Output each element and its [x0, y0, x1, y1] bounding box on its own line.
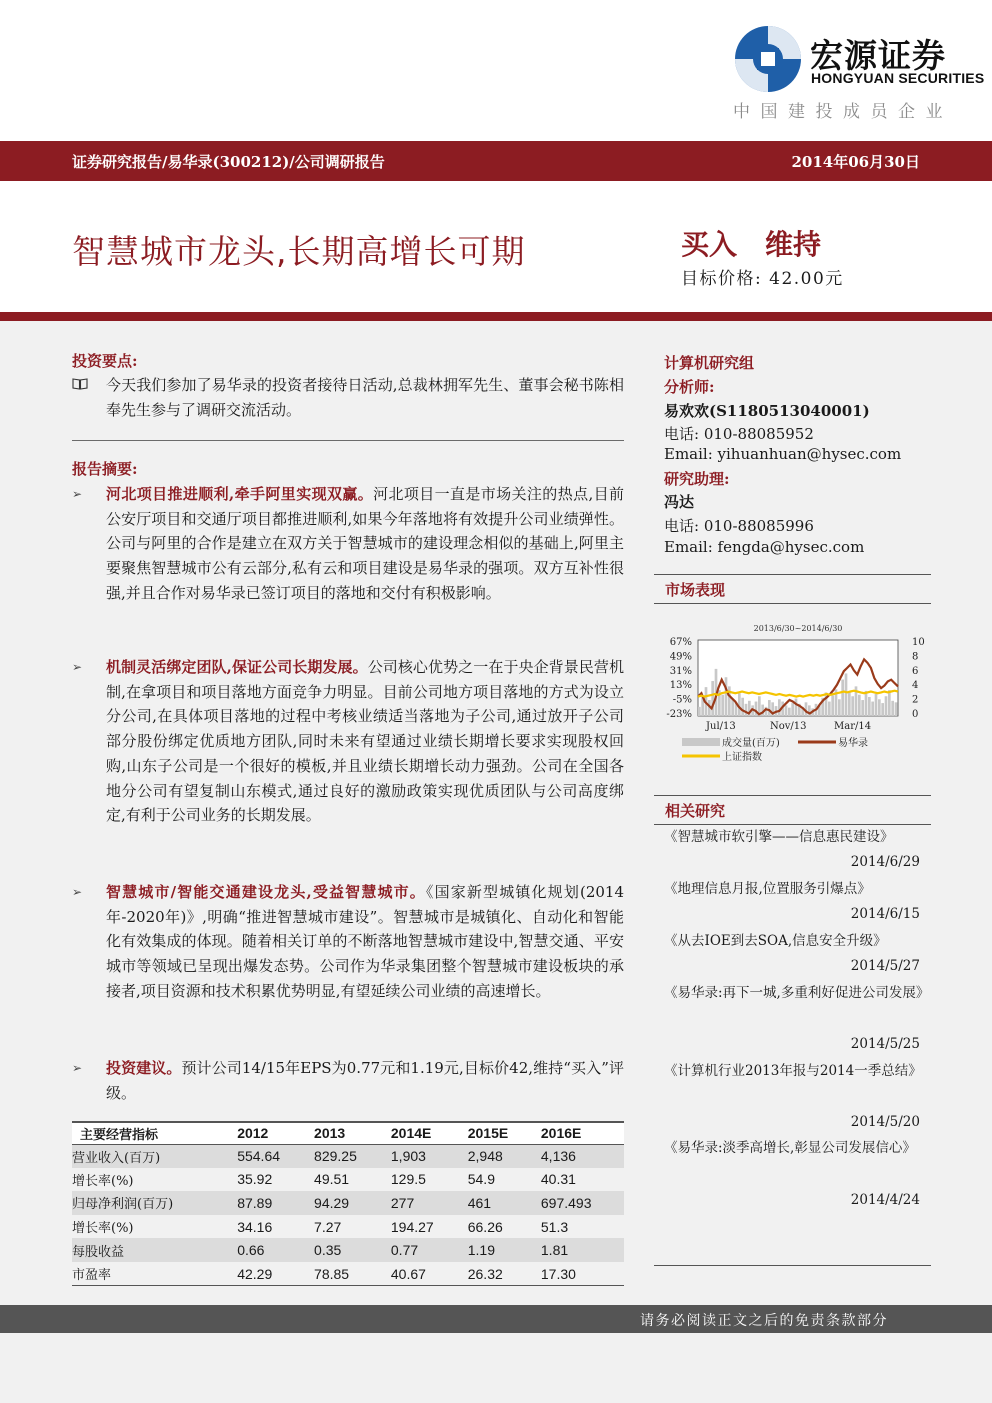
- x-tick-label: Mar/14: [834, 721, 872, 732]
- volume-bar: [785, 705, 788, 716]
- book-icon: [72, 377, 88, 390]
- y-left-tick-label: -23%: [666, 709, 692, 720]
- table-header-cell: 2014E: [385, 1122, 462, 1144]
- related-report-date: 2014/6/15: [850, 906, 920, 922]
- volume-bar: [788, 708, 791, 716]
- volume-bar: [725, 677, 728, 716]
- summary-item-lead: 河北项目推进顺利,牵手阿里实现双赢。: [106, 485, 374, 503]
- footer-disclaimer: 请务必阅读正文之后的免责条款部分: [640, 1313, 888, 1329]
- volume-bar: [871, 702, 874, 716]
- analyst-name: 易欢欢(S1180513040001): [664, 402, 870, 420]
- volume-bar: [891, 701, 894, 716]
- volume-bar: [721, 695, 724, 716]
- table-cell: 78.85: [308, 1262, 385, 1286]
- report-date: 2014年06月30日: [791, 153, 920, 171]
- sidebar-bottom-rule: [654, 1265, 931, 1266]
- table-cell: 277: [385, 1191, 462, 1215]
- target-price: 目标价格: 42.00元: [681, 269, 844, 289]
- volume-bar: [831, 695, 834, 716]
- volume-bar: [851, 696, 854, 716]
- table-cell: 7.27: [314, 1218, 342, 1235]
- summary-item: [106, 1056, 624, 1105]
- analyst-phone: 电话: 010-88085952: [664, 425, 814, 443]
- volume-bar: [868, 697, 871, 716]
- table-row: [72, 1262, 624, 1286]
- table-cell: 35.92: [237, 1171, 273, 1188]
- legend-swatch: [682, 738, 720, 746]
- table-cell: 17.30: [535, 1262, 624, 1286]
- table-cell: 94.29: [308, 1191, 385, 1215]
- volume-bar: [888, 690, 891, 716]
- table-cell: 194.27: [390, 1218, 434, 1235]
- volume-bar: [845, 673, 848, 716]
- related-report-title[interactable]: 《从去IOE到去SOA,信息安全升级》: [664, 933, 887, 949]
- market-chart: [654, 618, 931, 788]
- market-chart-svg: [654, 618, 931, 788]
- table-cell: 营业收入(百万): [72, 1144, 231, 1168]
- volume-bar: [838, 699, 841, 716]
- assistant-email[interactable]: Email: fengda@hysec.com: [664, 538, 865, 556]
- volume-bar: [768, 700, 771, 716]
- volume-bar: [841, 680, 844, 716]
- summary-item-body: 河北项目一直是市场关注的热点,目前公安厅项目和交通厅项目都推进顺利,如果今年落地将有效提升公司业绩弹性。公司与阿里的合作是建立在双方关于智慧城市的建设理念相似的基础上,阿里主要聚焦智慧城市公有云部分,私有云和项目建设是易华录的强项。双方互补性很强,并且合作对易华录已签订项目的落地和交付有积极影响。: [106, 485, 624, 602]
- related-research-title: 相关研究: [654, 795, 931, 825]
- volume-bar: [861, 700, 864, 716]
- summary-item-body: 预计公司14/15年EPS为0.77元和1.19元,目标价42,维持“买入”评级。: [106, 1059, 624, 1102]
- volume-bar: [885, 696, 888, 716]
- rating-value: 买入: [681, 228, 738, 261]
- related-report-title[interactable]: 《易华录:再下一城,多重利好促进公司发展》: [664, 985, 930, 1001]
- table-cell: 66.26: [467, 1218, 503, 1235]
- bullet-arrow-icon: ➢: [72, 660, 83, 674]
- table-cell: 829.25: [308, 1144, 385, 1168]
- table-cell: 1.19: [462, 1238, 535, 1262]
- table-cell: 市盈率: [72, 1262, 231, 1286]
- invest-points-heading: 投资要点:: [72, 352, 138, 370]
- table-header-cell: 2015E: [462, 1122, 535, 1144]
- table-cell: 54.9: [467, 1171, 495, 1188]
- y-left-tick-label: 31%: [669, 665, 692, 677]
- table-cell: 0.35: [308, 1238, 385, 1262]
- table-cell: 0.77: [385, 1238, 462, 1262]
- table-cell: 增长率(%): [72, 1221, 134, 1237]
- y-left-tick-label: 49%: [669, 651, 692, 663]
- hongyuan-logo-icon: [733, 24, 803, 94]
- volume-bar: [791, 703, 794, 716]
- legend-label: 易华录: [838, 738, 868, 749]
- bullet-arrow-icon: ➢: [72, 1061, 83, 1075]
- y-right-tick-label: 4: [912, 680, 919, 692]
- y-right-tick-label: 6: [912, 665, 919, 677]
- table-cell: 0.66: [231, 1238, 308, 1262]
- volume-bar: [755, 702, 758, 716]
- related-report-title[interactable]: 《地理信息月报,位置服务引爆点》: [664, 881, 871, 897]
- volume-bar: [828, 702, 831, 716]
- table-cell: 1.81: [535, 1238, 624, 1262]
- y-left-tick-label: 13%: [669, 680, 692, 692]
- y-right-tick-label: 2: [912, 694, 919, 706]
- related-report-date: 2014/4/24: [850, 1192, 920, 1208]
- related-report-title[interactable]: 《计算机行业2013年报与2014一季总结》: [664, 1063, 922, 1079]
- table-cell: 26.32: [462, 1262, 535, 1286]
- summary-item-body: 公司核心优势之一在于央企背景民营机制,在拿项目和项目落地方面竞争力明显。目前公司地方项目落地的方式为设立分公司,在具体项目落地的过程中考核业绩适当落地为子公司,通过放开子公司部分股份绑定优质地方团队,同时未来有望通过业绩长期增长要求实现股权回购,山东子公司是一个很好的模板,并且业绩长期增长动力强劲。公司在全国各地分公司有望复制山东模式,通过良好的激励政策实现优质团队与公司高度绑定,有利于公司业务的长期发展。: [106, 658, 624, 825]
- summary-item-lead: 机制灵活绑定团队,保证公司长期发展。: [106, 658, 368, 676]
- table-cell: 每股收益: [72, 1238, 231, 1262]
- legend-label: 成交量(百万): [722, 738, 780, 749]
- summary-item-body: 《国家新型城镇化规划(2014年-2020年)》,明确“推进智慧城市建设”。智慧城市是城镇化、自动化和智能化有效集成的体现。随着相关订单的不断落地智慧城市建设中,智慧交通、平安城市等领域已呈现出爆发态势。公司作为华录集团整个智慧城市建设板块的承接者,项目资源和技术积累优势明显,有望延续公司业绩的高速增长。: [106, 883, 625, 1000]
- table-cell: 461: [462, 1191, 535, 1215]
- brand-name-en: HONGYUAN SECURITIES: [811, 70, 985, 86]
- invest-points-text: 今天我们参加了易华录的投资者接待日活动,总裁林拥军先生、董事会秘书陈相奉先生参与了调研交流活动。: [106, 376, 624, 419]
- market-performance-title: 市场表现: [654, 574, 931, 604]
- table-cell: 51.3: [540, 1218, 569, 1235]
- table-row: [72, 1191, 624, 1215]
- brand-tagline: 中国建投成员企业: [733, 102, 953, 122]
- related-report-date: 2014/5/25: [850, 1036, 920, 1052]
- y-right-tick-label: 10: [912, 637, 925, 648]
- assistant-label: 研究助理:: [664, 470, 730, 488]
- volume-bar: [745, 704, 748, 716]
- y-left-tick-label: 67%: [669, 637, 692, 648]
- table-cell: 40.67: [385, 1262, 462, 1286]
- table-cell: 2,948: [462, 1144, 535, 1168]
- table-cell: 129.5: [390, 1171, 426, 1188]
- table-row: [72, 1215, 624, 1239]
- assistant-phone: 电话: 010-88085996: [664, 517, 814, 535]
- report-title: 智慧城市龙头,长期高增长可期: [72, 232, 526, 271]
- summary-item-lead: 投资建议。: [106, 1059, 182, 1077]
- related-report-date: 2014/5/20: [850, 1114, 920, 1130]
- table-cell: 697.493: [535, 1191, 624, 1215]
- chart-title: 2013/6/30~2014/6/30: [753, 624, 843, 633]
- volume-bar: [858, 695, 861, 716]
- volume-bar: [741, 698, 744, 716]
- table-header-cell: 主要经营指标: [72, 1122, 231, 1144]
- table-row: [72, 1144, 624, 1168]
- table-cell: 87.89: [231, 1191, 308, 1215]
- bullet-arrow-icon: ➢: [72, 487, 83, 501]
- volume-bar: [848, 692, 851, 716]
- summary-item: [106, 655, 624, 828]
- table-cell: 4,136: [535, 1144, 624, 1168]
- report-type: 证券研究报告/易华录(300212)/公司调研报告: [72, 153, 385, 171]
- table-header-cell: 2012: [231, 1122, 308, 1144]
- header-divider: [0, 312, 992, 321]
- table-cell: 42.29: [231, 1262, 308, 1286]
- y-left-tick-label: -5%: [672, 694, 692, 706]
- x-tick-label: Jul/13: [706, 721, 736, 732]
- related-report-date: 2014/5/27: [850, 958, 920, 974]
- table-row: [72, 1238, 624, 1262]
- volume-bar: [795, 699, 798, 716]
- summary-item-lead: 智慧城市/智能交通建设龙头,受益智慧城市。: [106, 883, 426, 901]
- volume-bar: [865, 691, 868, 716]
- research-group: 计算机研究组: [664, 354, 755, 372]
- assistant-name: 冯达: [664, 493, 695, 511]
- table-cell: 40.31: [540, 1171, 576, 1188]
- volume-bar: [711, 681, 714, 716]
- table-cell: 554.64: [231, 1144, 308, 1168]
- bullet-arrow-icon: ➢: [72, 885, 83, 899]
- x-tick-label: Nov/13: [770, 721, 807, 732]
- brand-name-cn: 宏源证券: [810, 36, 946, 75]
- volume-bar: [731, 699, 734, 716]
- table-cell: 1,903: [385, 1144, 462, 1168]
- related-report-title[interactable]: 《智慧城市软引擎——信息惠民建设》: [664, 829, 894, 845]
- related-report-title[interactable]: 《易华录:淡季高增长,彰显公司发展信心》: [664, 1140, 916, 1156]
- volume-bar: [778, 699, 781, 716]
- volume-bar: [698, 707, 701, 716]
- volume-bar: [895, 702, 898, 716]
- rating-block: [681, 223, 821, 263]
- section-rule: [72, 440, 624, 441]
- y-right-tick-label: 8: [912, 651, 919, 663]
- table-cell: 34.16: [237, 1218, 273, 1235]
- volume-bar: [875, 694, 878, 716]
- analyst-email[interactable]: Email: yihuanhuan@hysec.com: [664, 445, 902, 463]
- summary-heading: 报告摘要:: [72, 460, 138, 478]
- table-header-row: [72, 1122, 624, 1144]
- summary-item: [106, 880, 624, 1004]
- y-right-tick-label: 0: [912, 709, 919, 720]
- table-header-cell: 2016E: [535, 1122, 624, 1144]
- table-cell: 归母净利润(百万): [72, 1191, 231, 1215]
- volume-bar: [878, 699, 881, 716]
- table-cell: 增长率(%): [72, 1173, 134, 1189]
- table-cell: 49.51: [314, 1171, 350, 1188]
- analyst-label: 分析师:: [664, 378, 715, 396]
- related-report-date: 2014/6/29: [850, 854, 920, 870]
- summary-item: [106, 482, 624, 606]
- volume-bar: [881, 703, 884, 716]
- table-header-cell: 2013: [308, 1122, 385, 1144]
- financials-table: [72, 1121, 624, 1286]
- rating-action: 维持: [765, 228, 822, 261]
- legend-label: 上证指数: [722, 752, 762, 763]
- table-row: [72, 1168, 624, 1192]
